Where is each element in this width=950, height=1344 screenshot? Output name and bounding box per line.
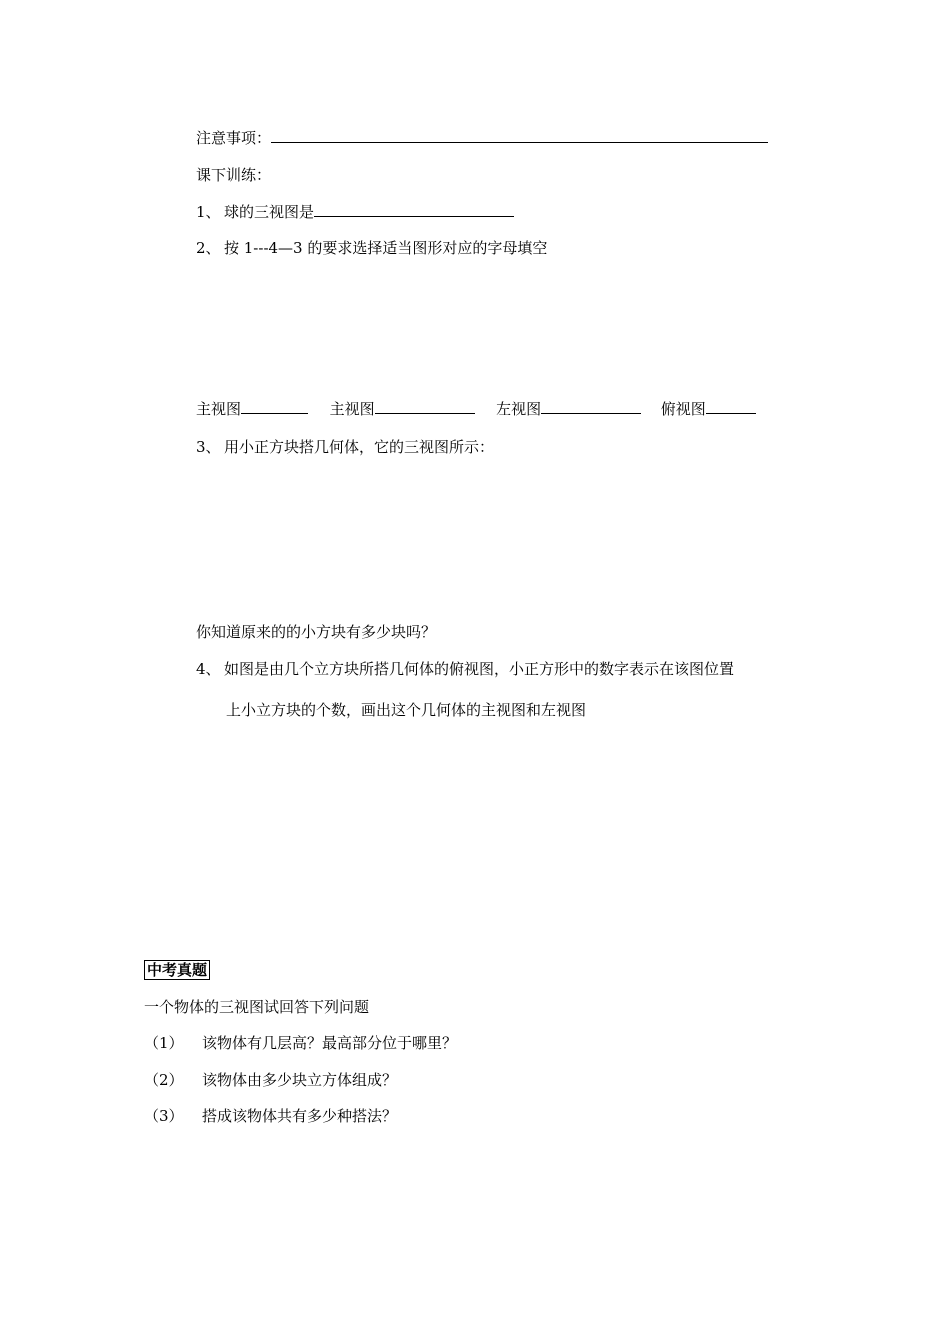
question-4-text-1: 如图是由几个立方块所搭几何体的俯视图，小正方形中的数字表示在该图位置 xyxy=(224,660,735,678)
exam-item-text: 搭成该物体共有多少种搭法？ xyxy=(202,1107,398,1125)
question-1-answer-blank[interactable] xyxy=(314,202,514,217)
question-1-number: 1、 xyxy=(196,203,221,221)
question-4-number: 4、 xyxy=(196,660,221,678)
question-4-line-2: 上小立方块的个数，画出这个几何体的主视图和左视图 xyxy=(226,701,587,719)
view-main-2-label: 主视图 xyxy=(329,400,375,418)
view-top-label: 俯视图 xyxy=(660,400,706,418)
view-main-1-label: 主视图 xyxy=(196,400,242,418)
question-1 xyxy=(196,202,514,222)
view-main-2-blank[interactable] xyxy=(375,399,475,414)
notes-answer-blank[interactable] xyxy=(271,128,768,143)
question-3-number: 3、 xyxy=(196,438,221,456)
question-2-text: 按 1---4—3 的要求选择适当图形对应的字母填空 xyxy=(224,239,548,257)
question-2 xyxy=(196,238,547,258)
exam-heading: 中考真题 xyxy=(144,960,210,980)
question-3 xyxy=(196,437,494,457)
exam-item-number: （3） xyxy=(144,1107,184,1125)
view-top-blank[interactable] xyxy=(706,399,756,414)
question-3-followup: 你知道原来的的小方块有多少块吗？ xyxy=(196,623,437,641)
exam-item-number: （2） xyxy=(144,1071,184,1089)
exam-item xyxy=(144,1106,397,1126)
notes-line xyxy=(196,128,768,148)
view-left-blank[interactable] xyxy=(541,399,641,414)
question-2-number: 2、 xyxy=(196,239,221,257)
view-left-label: 左视图 xyxy=(496,400,542,418)
question-4-line-1 xyxy=(196,659,734,679)
question-3-text: 用小正方块搭几何体，它的三视图所示： xyxy=(224,438,495,456)
notes-label: 注意事项： xyxy=(196,129,272,147)
exam-intro: 一个物体的三视图试回答下列问题 xyxy=(144,998,370,1016)
view-main-1-blank[interactable] xyxy=(241,399,308,414)
question-1-text: 球的三视图是 xyxy=(224,203,315,221)
after-class-heading: 课下训练： xyxy=(196,166,272,184)
exam-item xyxy=(144,1033,457,1053)
exam-item xyxy=(144,1070,397,1090)
exam-item-text: 该物体有几层高？最高部分位于哪里？ xyxy=(202,1034,458,1052)
exam-section xyxy=(144,960,210,980)
exam-item-text: 该物体由多少块立方体组成？ xyxy=(202,1071,398,1089)
exam-item-number: （1） xyxy=(144,1034,184,1052)
views-answer-row xyxy=(196,399,756,419)
